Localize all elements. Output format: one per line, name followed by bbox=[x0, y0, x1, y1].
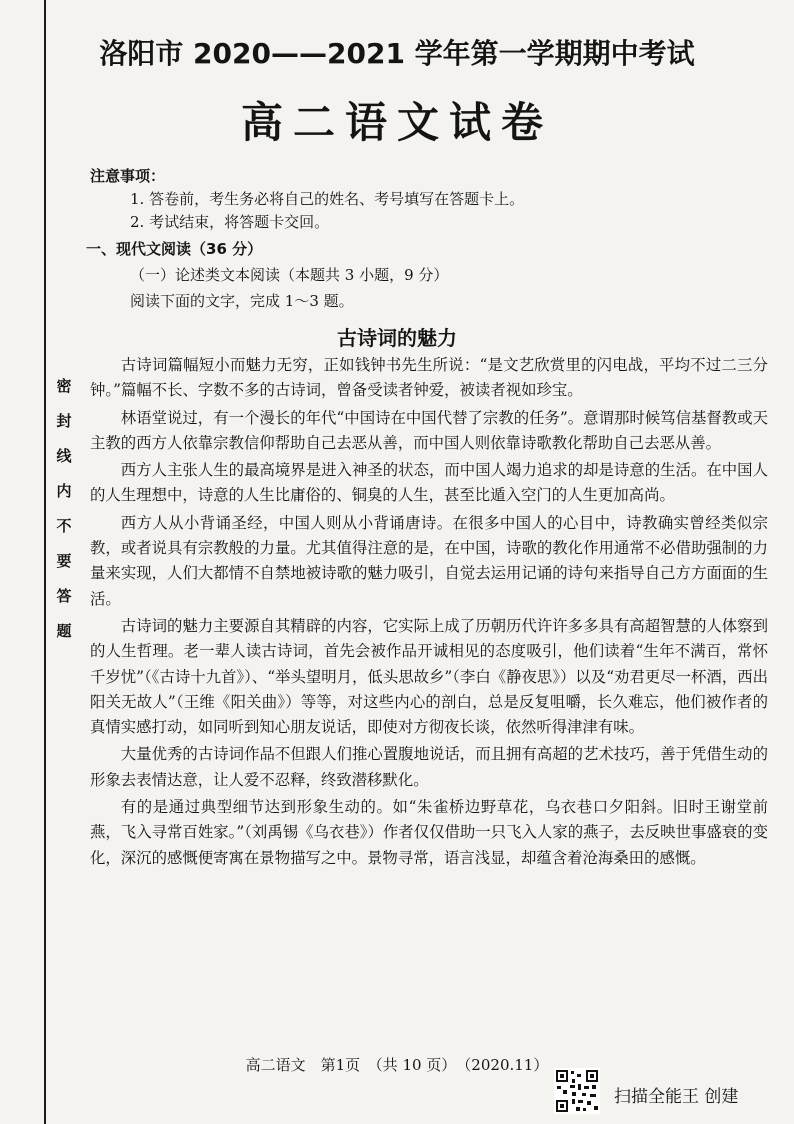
sealing-char: 不 bbox=[56, 517, 72, 535]
exam-subject-title: 高二语文试卷 bbox=[240, 98, 553, 147]
notice-item: 1. 答卷前，考生务必将自己的姓名、考号填写在答题卡上。 bbox=[130, 190, 525, 208]
sealing-char: 线 bbox=[56, 447, 72, 465]
page-footer: 高二语文 第1页 （共 10 页） （2020.11） bbox=[245, 1056, 549, 1074]
paragraph: 有的是通过典型细节达到形象生动的。如“朱雀桥边野草花，乌衣巷口夕阳斜。旧时王谢堂前燕，飞入寻常百姓家。”（刘禹锡《乌衣巷》）作者仅仅借助一只飞入人家的燕子，去反映世事盛衰的变化，深沉的感慨便寄寓在景物描写之中。景物寻常，语言浅显，却蕴含着沧海桑田的感慨。 bbox=[90, 798, 768, 867]
notice-item: 2. 考试结束，将答题卡交回。 bbox=[130, 213, 330, 231]
reading-instruction: 阅读下面的文字，完成 1～3 题。 bbox=[130, 292, 354, 310]
sealing-char: 题 bbox=[56, 622, 72, 640]
article-title: 古诗词的魅力 bbox=[337, 326, 457, 350]
notice-heading: 注意事项： bbox=[90, 167, 166, 185]
sealing-char: 内 bbox=[56, 482, 72, 500]
sealing-char: 答 bbox=[56, 587, 72, 605]
article-body bbox=[90, 353, 768, 873]
sealing-char: 封 bbox=[56, 412, 72, 430]
sealing-line-notice bbox=[54, 375, 74, 643]
paragraph: 西方人主张人生的最高境界是进入神圣的状态，而中国人竭力追求的却是诗意的生活。在中国人的人生理想中，诗意的人生比庸俗的、铜臭的人生，甚至比遁入空门的人生更加高尚。 bbox=[90, 461, 768, 505]
sealing-char: 要 bbox=[56, 552, 72, 570]
sealing-line bbox=[44, 0, 46, 1124]
sealing-char: 密 bbox=[56, 377, 72, 395]
subsection-heading: （一）论述类文本阅读（本题共 3 小题，9 分） bbox=[130, 266, 449, 284]
paragraph: 西方人从小背诵圣经，中国人则从小背诵唐诗。在很多中国人的心目中，诗教确实曾经类似宗教，或者说具有宗教般的力量。尤其值得注意的是，在中国，诗歌的教化作用通常不必借助强制的力量来实现，人们大都情不自禁地被诗歌的魅力吸引，自觉去运用记诵的诗句来指导自己方方面面的生活。 bbox=[90, 513, 768, 608]
scanner-watermark: 扫描全能王 创建 bbox=[614, 1087, 739, 1107]
exam-title: 洛阳市 2020——2021 学年第一学期期中考试 bbox=[99, 37, 695, 70]
paragraph: 大量优秀的古诗词作品不但跟人们推心置腹地说话，而且拥有高超的艺术技巧，善于凭借生动的形象去表情达意，让人爱不忍释，终致潜移默化。 bbox=[90, 745, 768, 789]
paragraph: 古诗词篇幅短小而魅力无穷，正如钱钟书先生所说：“是文艺欣赏里的闪电战，平均不过二三分钟。”篇幅不长、字数不多的古诗词，曾备受读者钟爱，被读者视如珍宝。 bbox=[90, 356, 768, 400]
qr-code-icon bbox=[554, 1068, 600, 1114]
paragraph: 林语堂说过，有一个漫长的年代“中国诗在中国代替了宗教的任务”。意谓那时候笃信基督教或天主教的西方人依靠宗教信仰帮助自己去恶从善，而中国人则依靠诗歌教化帮助自己去恶从善。 bbox=[90, 408, 768, 452]
section-heading: 一、现代文阅读（36 分） bbox=[86, 240, 263, 258]
paragraph: 古诗词的魅力主要源自其精辟的内容，它实际上成了历朝历代许许多多具有高超智慧的人体察到的人生哲理。老一辈人读古诗词，首先会被作品开诚相见的态度吸引，他们读着“生年不满百，常怀千岁忧”（《古诗十九首》）、“举头望明月，低头思故乡”（李白《静夜思》）以及“劝君更尽一杯酒，西出阳关无故人”（王维《阳关曲》）等等，对这些内心的剖白，总是反复咀嚼，长久难忘，他们被作者的真情实感打动，如同听到知心朋友说话，即使对方彻夜长谈，依然听得津津有味。 bbox=[90, 616, 768, 737]
